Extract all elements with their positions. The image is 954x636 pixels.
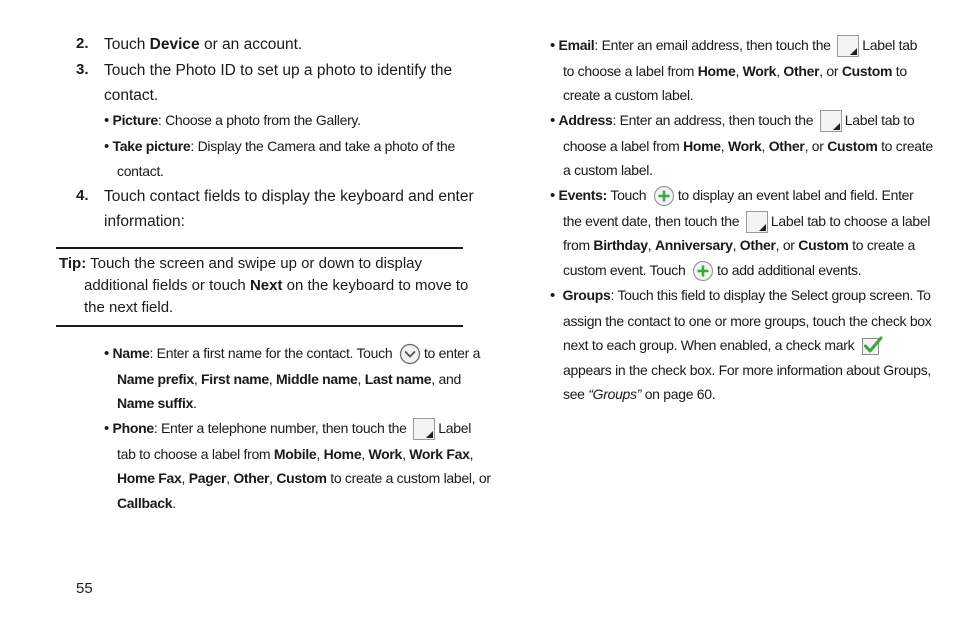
events-l3-end: to create a bbox=[848, 237, 916, 253]
name-prefix: Name prefix bbox=[117, 370, 194, 387]
work: Work bbox=[727, 137, 762, 154]
period: . bbox=[172, 494, 176, 511]
tip-label: Tip: bbox=[59, 255, 87, 272]
events-label: Events: bbox=[558, 187, 608, 203]
take-picture-label: Take picture bbox=[112, 138, 191, 154]
email-desc: : Enter an email address, then touch the bbox=[594, 37, 831, 53]
step-3-text bbox=[104, 58, 452, 108]
other: Other bbox=[739, 237, 776, 253]
groups-label: Groups bbox=[562, 287, 611, 303]
anniversary: Anniversary bbox=[654, 237, 733, 253]
sep: , bbox=[732, 237, 740, 253]
tip-bottom-rule bbox=[56, 325, 463, 327]
events-l4a: custom event. Touch bbox=[563, 261, 686, 278]
step-2-c: or an account. bbox=[199, 36, 303, 53]
sep: , bbox=[776, 62, 784, 79]
sep: , bbox=[469, 445, 474, 462]
tip-line3: the next field. bbox=[84, 299, 174, 316]
step-2-a: Touch bbox=[104, 36, 150, 53]
step-number-2: 2. bbox=[76, 35, 89, 52]
groups-line3: next to each group. When enabled, a check mark bbox=[563, 337, 855, 353]
name-bullet bbox=[104, 341, 480, 416]
groups-l5c: on page 60. bbox=[641, 386, 716, 402]
take-picture-desc-2: contact. bbox=[117, 163, 164, 179]
events-desc-2: to display an event label and field. Enter bbox=[677, 187, 914, 203]
tip-line2c: on the keyboard to move to bbox=[282, 277, 469, 294]
email-l2-end: to bbox=[892, 62, 907, 79]
picture-label: Picture bbox=[112, 112, 158, 128]
sep: , bbox=[735, 62, 743, 79]
email-l2-text: to choose a label from bbox=[563, 62, 698, 79]
step-3-line1: Touch the Photo ID to set up a photo to identify the bbox=[104, 62, 453, 79]
sep: , or bbox=[775, 237, 799, 253]
bullet: • bbox=[104, 345, 109, 362]
groups-line4: appears in the check box. For more information about Groups, bbox=[563, 361, 931, 378]
last-name: Last name bbox=[364, 370, 432, 387]
address-desc: : Enter an address, then touch the bbox=[612, 112, 814, 128]
picture-bullet bbox=[104, 108, 361, 133]
email-bullet bbox=[550, 33, 917, 108]
label-tab-icon bbox=[746, 211, 768, 233]
sep: , bbox=[720, 137, 728, 154]
label-tab-icon bbox=[837, 35, 859, 57]
work-fax: Work Fax bbox=[409, 445, 470, 462]
pager: Pager bbox=[188, 470, 227, 486]
take-picture-bullet bbox=[104, 134, 455, 184]
sep: , bbox=[269, 470, 277, 486]
step-2-text bbox=[104, 32, 302, 57]
groups-bullet bbox=[550, 283, 932, 407]
step-number-4: 4. bbox=[76, 187, 89, 204]
email-desc-2: Label tab bbox=[862, 37, 918, 53]
birthday: Birthday bbox=[593, 237, 648, 253]
chevron-down-circle-icon bbox=[399, 343, 421, 365]
sep: , bbox=[268, 370, 277, 387]
other: Other bbox=[233, 470, 270, 486]
phone-bullet bbox=[104, 416, 491, 515]
tip-top-rule bbox=[56, 247, 463, 249]
phone-label: Phone bbox=[112, 420, 154, 436]
events-bullet bbox=[550, 183, 930, 282]
address-line3: a custom label. bbox=[563, 162, 653, 178]
sep: , bbox=[193, 370, 202, 387]
events-l2a: the event date, then touch the bbox=[563, 212, 740, 229]
tip-line2 bbox=[84, 275, 468, 297]
events-desc: Touch bbox=[607, 187, 647, 203]
sep: , or bbox=[819, 62, 842, 79]
groups-desc: : Touch this field to display the Select group screen. To bbox=[610, 287, 931, 303]
address-desc-2: Label tab to bbox=[844, 112, 915, 128]
tip-next: Next bbox=[249, 277, 283, 294]
email-label: Email bbox=[558, 37, 595, 53]
bullet: • bbox=[104, 138, 109, 155]
custom: Custom bbox=[276, 470, 327, 486]
bullet: • bbox=[104, 420, 109, 437]
sep: , bbox=[226, 470, 234, 486]
take-picture-desc: : Display the Camera and take a photo of the bbox=[190, 138, 456, 154]
page-number: 55 bbox=[76, 580, 93, 597]
callback: Callback bbox=[117, 494, 173, 511]
work: Work bbox=[742, 62, 777, 79]
events-l3-text: from bbox=[563, 237, 594, 253]
tip-box bbox=[59, 253, 464, 275]
home-fax: Home Fax bbox=[117, 470, 182, 486]
home: Home bbox=[697, 62, 736, 79]
sep: , bbox=[357, 370, 365, 387]
mobile: Mobile bbox=[273, 445, 317, 462]
bullet: • bbox=[550, 37, 555, 54]
other: Other bbox=[768, 137, 805, 154]
name-desc: : Enter a first name for the contact. Touch bbox=[149, 345, 393, 361]
groups-link[interactable]: “Groups” bbox=[588, 386, 642, 402]
custom: Custom bbox=[841, 62, 893, 79]
phone-l2-text: tab to choose a label from bbox=[117, 445, 274, 462]
step-4-line2: information: bbox=[104, 213, 185, 230]
address-l2-end: to create bbox=[877, 137, 933, 154]
step-4-text bbox=[104, 184, 474, 234]
name-suffix: Name suffix bbox=[117, 395, 194, 411]
work: Work bbox=[368, 445, 403, 462]
label-tab-icon bbox=[413, 418, 435, 440]
custom: Custom bbox=[827, 137, 878, 154]
plus-circle-icon bbox=[653, 185, 675, 207]
middle-name: Middle name bbox=[276, 370, 358, 387]
period: . bbox=[193, 395, 197, 411]
name-desc-2: to enter a bbox=[423, 345, 481, 361]
checkmark-box-icon bbox=[861, 335, 883, 357]
bullet: • bbox=[104, 112, 109, 129]
step-3-line2: contact. bbox=[104, 87, 159, 104]
first-name: First name bbox=[201, 370, 269, 387]
sep: , bbox=[361, 445, 369, 462]
sep: , bbox=[316, 445, 324, 462]
groups-line2: assign the contact to one or more groups, touch the check box bbox=[563, 312, 932, 329]
sep: , bbox=[761, 137, 769, 154]
custom: Custom bbox=[798, 237, 849, 253]
sep: , bbox=[181, 470, 189, 486]
sep: , and bbox=[431, 370, 461, 387]
phone-l3-text: to create a custom label, or bbox=[326, 470, 491, 486]
phone-desc-2: Label bbox=[438, 420, 472, 436]
bullet: • bbox=[550, 287, 555, 304]
step-4-line1: Touch contact fields to display the keyboard and enter bbox=[104, 188, 474, 205]
tip-line2a: additional fields or touch bbox=[84, 277, 250, 294]
sep: , or bbox=[804, 137, 828, 154]
address-bullet bbox=[550, 108, 933, 183]
events-l2b: Label tab to choose a label bbox=[770, 212, 931, 229]
phone-desc: : Enter a telephone number, then touch the bbox=[153, 420, 407, 436]
address-label: Address bbox=[558, 112, 613, 128]
events-l4b: to add additional events. bbox=[717, 261, 862, 278]
plus-circle-icon bbox=[692, 260, 714, 282]
step-number-3: 3. bbox=[76, 61, 89, 78]
email-line3: create a custom label. bbox=[563, 87, 694, 103]
address-l2-text: choose a label from bbox=[563, 137, 684, 154]
groups-l5a: see bbox=[563, 386, 589, 402]
other: Other bbox=[783, 62, 820, 79]
label-tab-icon bbox=[820, 110, 842, 132]
tip-line1: Touch the screen and swipe up or down to display bbox=[90, 255, 422, 272]
name-label: Name bbox=[112, 345, 150, 361]
step-2-device: Device bbox=[149, 36, 200, 53]
sep: , bbox=[402, 445, 410, 462]
bullet: • bbox=[550, 112, 555, 129]
home: Home bbox=[323, 445, 362, 462]
picture-desc: : Choose a photo from the Gallery. bbox=[157, 112, 361, 128]
home: Home bbox=[683, 137, 721, 154]
sep: , bbox=[647, 237, 655, 253]
bullet: • bbox=[550, 187, 555, 204]
